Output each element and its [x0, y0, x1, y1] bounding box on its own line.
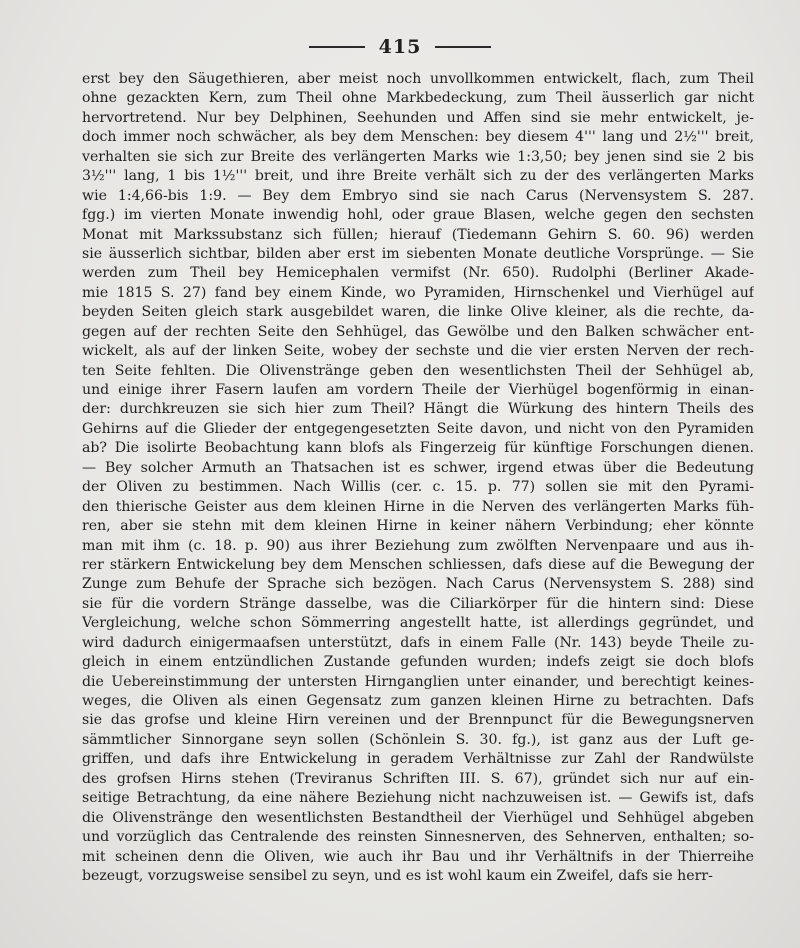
body-text	[82, 70, 754, 886]
text-line: mit scheinen denn die Oliven, wie auch ihr Bau und ihr Verhältnifs in der Thierreihe	[82, 848, 754, 865]
text-line: Gehirns auf die Glieder der entgegengesetzten Seite davon, und nicht von den Pyramiden	[82, 420, 754, 437]
text-line: hervortretend. Nur bey Delphinen, Seehunden und Affen sind sie mehr entwickelt, je-	[82, 109, 754, 126]
text-line: gleich in einem entzündlichen Zustande gefunden wurden; indefs zeigt sie doch blofs	[82, 654, 754, 671]
text-line: fgg.) im vierten Monate inwendig hohl, oder graue Blasen, welche gegen den sechsten	[82, 207, 754, 224]
text-line: des grofsen Hirns stehen (Treviranus Schriften III. S. 67), gründet sich nur auf ein-	[82, 770, 754, 787]
text-line: doch immer noch schwächer, als bey dem Menschen: bey diesem 4''' lang und 2½''' breit,	[82, 129, 754, 146]
text-line: rer stärkern Entwickelung bey dem Menschen schliessen, dafs diese auf die Bewegung der	[82, 556, 754, 573]
text-line: ab? Die isolirte Beobachtung kann blofs als Fingerzeig für künftige Forschungen dienen.	[82, 440, 754, 457]
text-line: die Uebereinstimmung der untersten Hirnganglien unter einander, und berechtigt keines-	[82, 673, 754, 690]
text-line: verhalten sie sich zur Breite des verlängerten Marks wie 1:3,50; bey jenen sind sie 2 bis	[82, 148, 754, 165]
text-line: der: durchkreuzen sie sich hier zum Theil? Hängt die Würkung des hintern Theils des	[82, 401, 754, 418]
text-line: sämmtlicher Sinnorgane seyn sollen (Schönlein S. 30. fg.), ist ganz aus der Luft ge-	[82, 731, 754, 748]
text-line: Vergleichung, welche schon Sömmerring angestellt hatte, ist allerdings gegründet, und	[82, 615, 754, 632]
text-line: ten Seite fehlten. Die Olivenstränge geben den wesentlichsten Theil der Sehhügel ab,	[82, 362, 754, 379]
text-line: werden zum Theil bey Hemicephalen vermifst (Nr. 650). Rudolphi (Berliner Akade-	[82, 265, 754, 282]
text-line: sie äusserlich sichtbar, bilden aber erst im siebenten Monate deutliche Vorsprünge. — Sie	[82, 245, 754, 262]
header-rule-left	[309, 46, 365, 48]
text-line: griffen, und dafs ihre Entwickelung in geradem Verhältnisse zur Zahl der Randwülste	[82, 751, 754, 768]
header-rule-right	[435, 46, 491, 48]
page-number: 415	[378, 36, 422, 58]
text-line: ren, aber sie stehn mit dem kleinen Hirne in keiner nähern Verbindung; eher könnte	[82, 518, 754, 535]
text-line: die Olivenstränge den wesentlichsten Bestandtheil der Vierhügel und Sehhügel abgeben	[82, 809, 754, 826]
text-line: und einige ihrer Fasern laufen am vordern Theile der Vierhügel bogenförmig in einan-	[82, 382, 754, 398]
text-line: 3½''' lang, 1 bis 1½''' breit, und ihre Breite verhält sich zu der des verlängerten Marks	[82, 168, 754, 185]
text-line: wickelt, als auf der linken Seite, wobey der sechste und die vier ersten Nerven der rech-	[82, 343, 754, 360]
text-line: bezeugt, vorzugsweise sensibel zu seyn, und es ist wohl kaum ein Zweifel, dafs sie herr-	[82, 867, 713, 884]
text-line: mie 1815 S. 27) fand bey einem Kinde, wo Pyramiden, Hirnschenkel und Vierhügel auf	[82, 284, 754, 301]
text-line: den thierische Geister aus dem kleinen Hirne in die Nerven des verlängerten Marks füh-	[82, 498, 754, 515]
text-line: Zunge zum Behufe der Sprache sich bezögen. Nach Carus (Nervensystem S. 288) sind	[82, 576, 754, 593]
page-header	[0, 36, 800, 58]
text-line: weges, die Oliven als einen Gegensatz zum ganzen kleinen Hirne zu betrachten. Dafs	[82, 693, 754, 709]
text-line: erst bey den Säugethieren, aber meist noch unvollkommen entwickelt, flach, zum Theil	[82, 71, 754, 87]
text-line: wird dadurch einigermaafsen unterstützt, dafs in einem Falle (Nr. 143) beyde Theile zu-	[82, 634, 754, 651]
text-line: sie das grofse und kleine Hirn vereinen und der Brennpunct für die Bewegungsnerven	[82, 712, 754, 729]
text-line: Monat mit Markssubstanz sich füllen; hierauf (Tiedemann Gehirn S. 60. 96) werden	[82, 226, 754, 243]
text-line: der Oliven zu bestimmen. Nach Willis (cer. c. 15. p. 77) sollen sie mit den Pyrami-	[82, 479, 754, 496]
text-line: man mit ihm (c. 18. p. 90) aus ihrer Beziehung zum zwölften Nervenpaare und aus ih-	[82, 537, 754, 554]
text-line: und vorzüglich das Centralende des reinsten Sinnesnerven, des Sehnerven, enthalten; so-	[82, 829, 754, 846]
text-line: ohne gezackten Kern, zum Theil ohne Markbedeckung, zum Theil äusserlich gar nicht	[82, 90, 754, 107]
text-line: wie 1:4,66-bis 1:9. — Bey dem Embryo sind sie nach Carus (Nervensystem S. 287.	[82, 187, 754, 204]
text-line: gegen auf der rechten Seite den Sehhügel, das Gewölbe und den Balken schwächer ent-	[82, 323, 754, 340]
text-line: seitige Betrachtung, da eine nähere Beziehung nicht nachzuweisen ist. — Gewifs ist, dafs	[82, 790, 754, 807]
text-line: — Bey solcher Armuth an Thatsachen ist es schwer, irgend etwas über die Bedeutung	[82, 459, 754, 476]
text-line: beyden Seiten gleich stark ausgebildet waren, die linke Olive kleiner, als die rechte, da-	[82, 304, 754, 321]
text-line: sie für die vordern Stränge dasselbe, was die Ciliarkörper für die hintern sind: Diese	[82, 595, 754, 612]
